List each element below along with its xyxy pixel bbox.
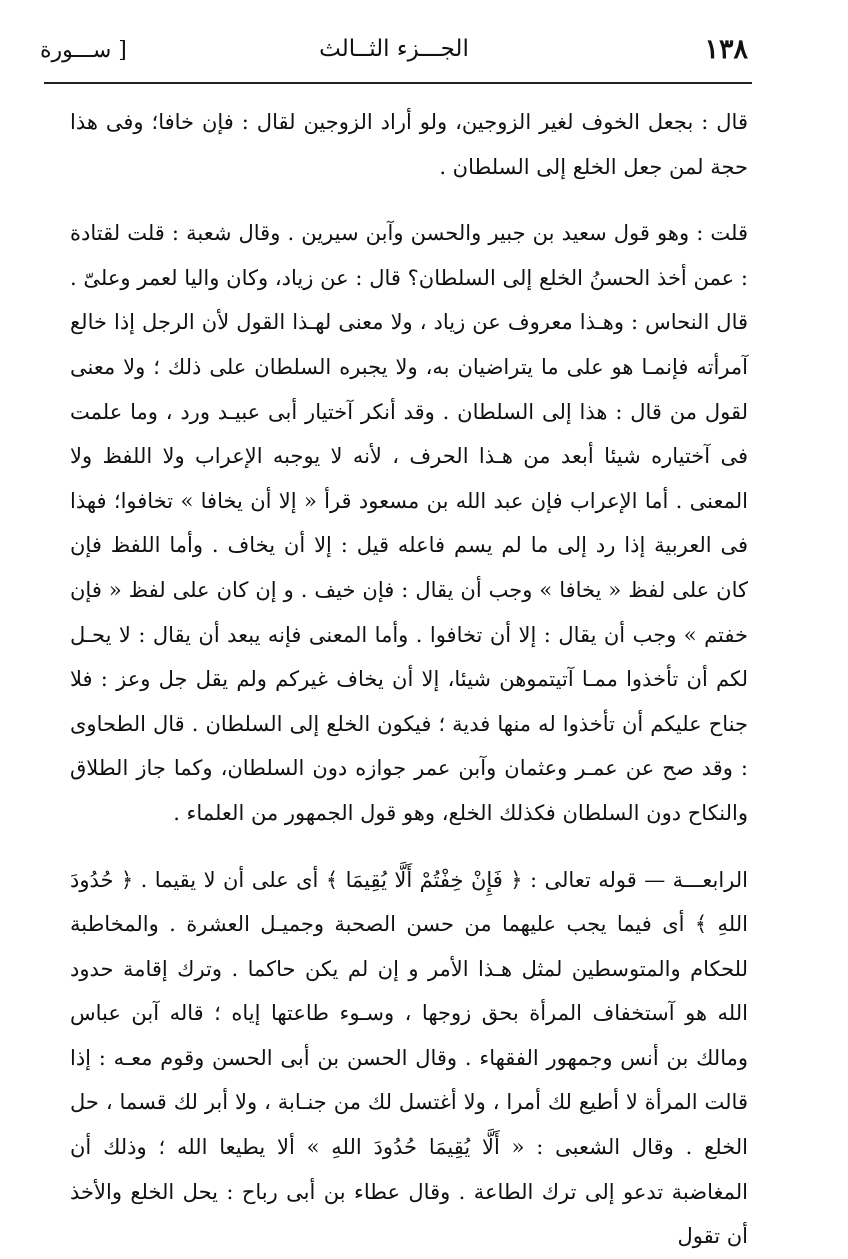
running-title: الجـــزء الثــالث [319, 36, 469, 62]
paragraph-1: قال : بجعل الخوف لغير الزوجين، ولو أراد الزوجين لقال : فإن خافا؛ وفى هذا حجة لمن جعل الخلع إلى السلطان . [70, 110, 748, 179]
page-header [40, 30, 748, 76]
surah-label: [ ســـورة [40, 38, 127, 63]
header-divider [44, 82, 752, 84]
paragraph-2: قلت : وهو قول سعيد بن جبير والحسن وآبن سيرين . وقال شعبة : قلت لقتادة : عمن أخذ الحسنُ الخلع إلى السلطان؟ قال : عن زياد، وكان واليا لعمر وعلىّ . قال النحاس : وهـذا معروف عن زياد ، ولا معنى لهـذا القول لأن الرجل إذا خالع آمرأته فإنمـا هو على ما يتراضيان به، ولا يجبره السلطان على ذلك ؛ ولا معنى لقول من قال : هذا إلى السلطان . وقد أنكر آختيار أبى عبيـد ورد ، وما علمت فى آختياره شيئا أبعد من هـذا الحرف ، لأنه لا يوجبه الإعراب ولا اللفظ ولا المعنى . أما الإعراب فإن عبد الله بن مسعود قرأ « إلا أن يخافا » تخافوا؛ فهذا فى العربية إذا رد إلى ما لم يسم فاعله قيل : إلا أن يخاف . وأما اللفظ فإن كان على لفظ « يخافا » وجب أن يقال : فإن خيف . و إن كان على لفظ « فإن خفتم » وجب أن يقال : إلا أن تخافوا . وأما المعنى فإنه يبعد أن يقال : لا يحـل لكم أن تأخذوا ممـا آتيتموهن شيئا، إلا أن يخاف غيركم ولم يقل جل وعز : فلا جناح عليكم أن تأخذوا له منها فدية ؛ فيكون الخلع إلى السلطان . قال الطحاوى : وقد صح عن عمـر وعثمان وآبن عمر جوازه دون السلطان، وكما جاز الطلاق والنكاح دون السلطان فكذلك الخلع، وهو قول الجمهور من العلماء . [70, 221, 749, 825]
page-number: ١٣٨ [704, 34, 748, 65]
page-body [70, 100, 748, 1259]
paragraph-3: الرابعـــة — قوله تعالى : ﴿ فَإِنْ خِفْتُمْ أَلَّا يُقِيمَا ﴾ أى على أن لا يقيما . ﴿ حُدُودَ اللهِ ﴾ أى فيما يجب عليهما من حسن الصحبة وجميـل العشرة . والمخاطبة للحكام والمتوسطين لمثل هـذا الأمر و إن لم يكن حاكما . وترك إقامة حدود الله هو آستخفاف المرأة بحق زوجها ، وسـوء طاعتها إياه ؛ قاله آبن عباس ومالك بن أنس وجمهور الفقهاء . وقال الحسن بن أبى الحسن وقوم معـه : إذا قالت المرأة لا أطيع لك أمرا ، ولا أغتسل لك من جنـابة ، ولا أبر لك قسما ، حل الخلع . وقال الشعبى : « أَلَّا يُقِيمَا حُدُودَ اللهِ » ألا يطيعا الله ؛ وذلك أن المغاضبة تدعو إلى ترك الطاعة . وقال عطاء بن أبى رباح : يحل الخلع والأخذ أن تقول [70, 867, 748, 1249]
